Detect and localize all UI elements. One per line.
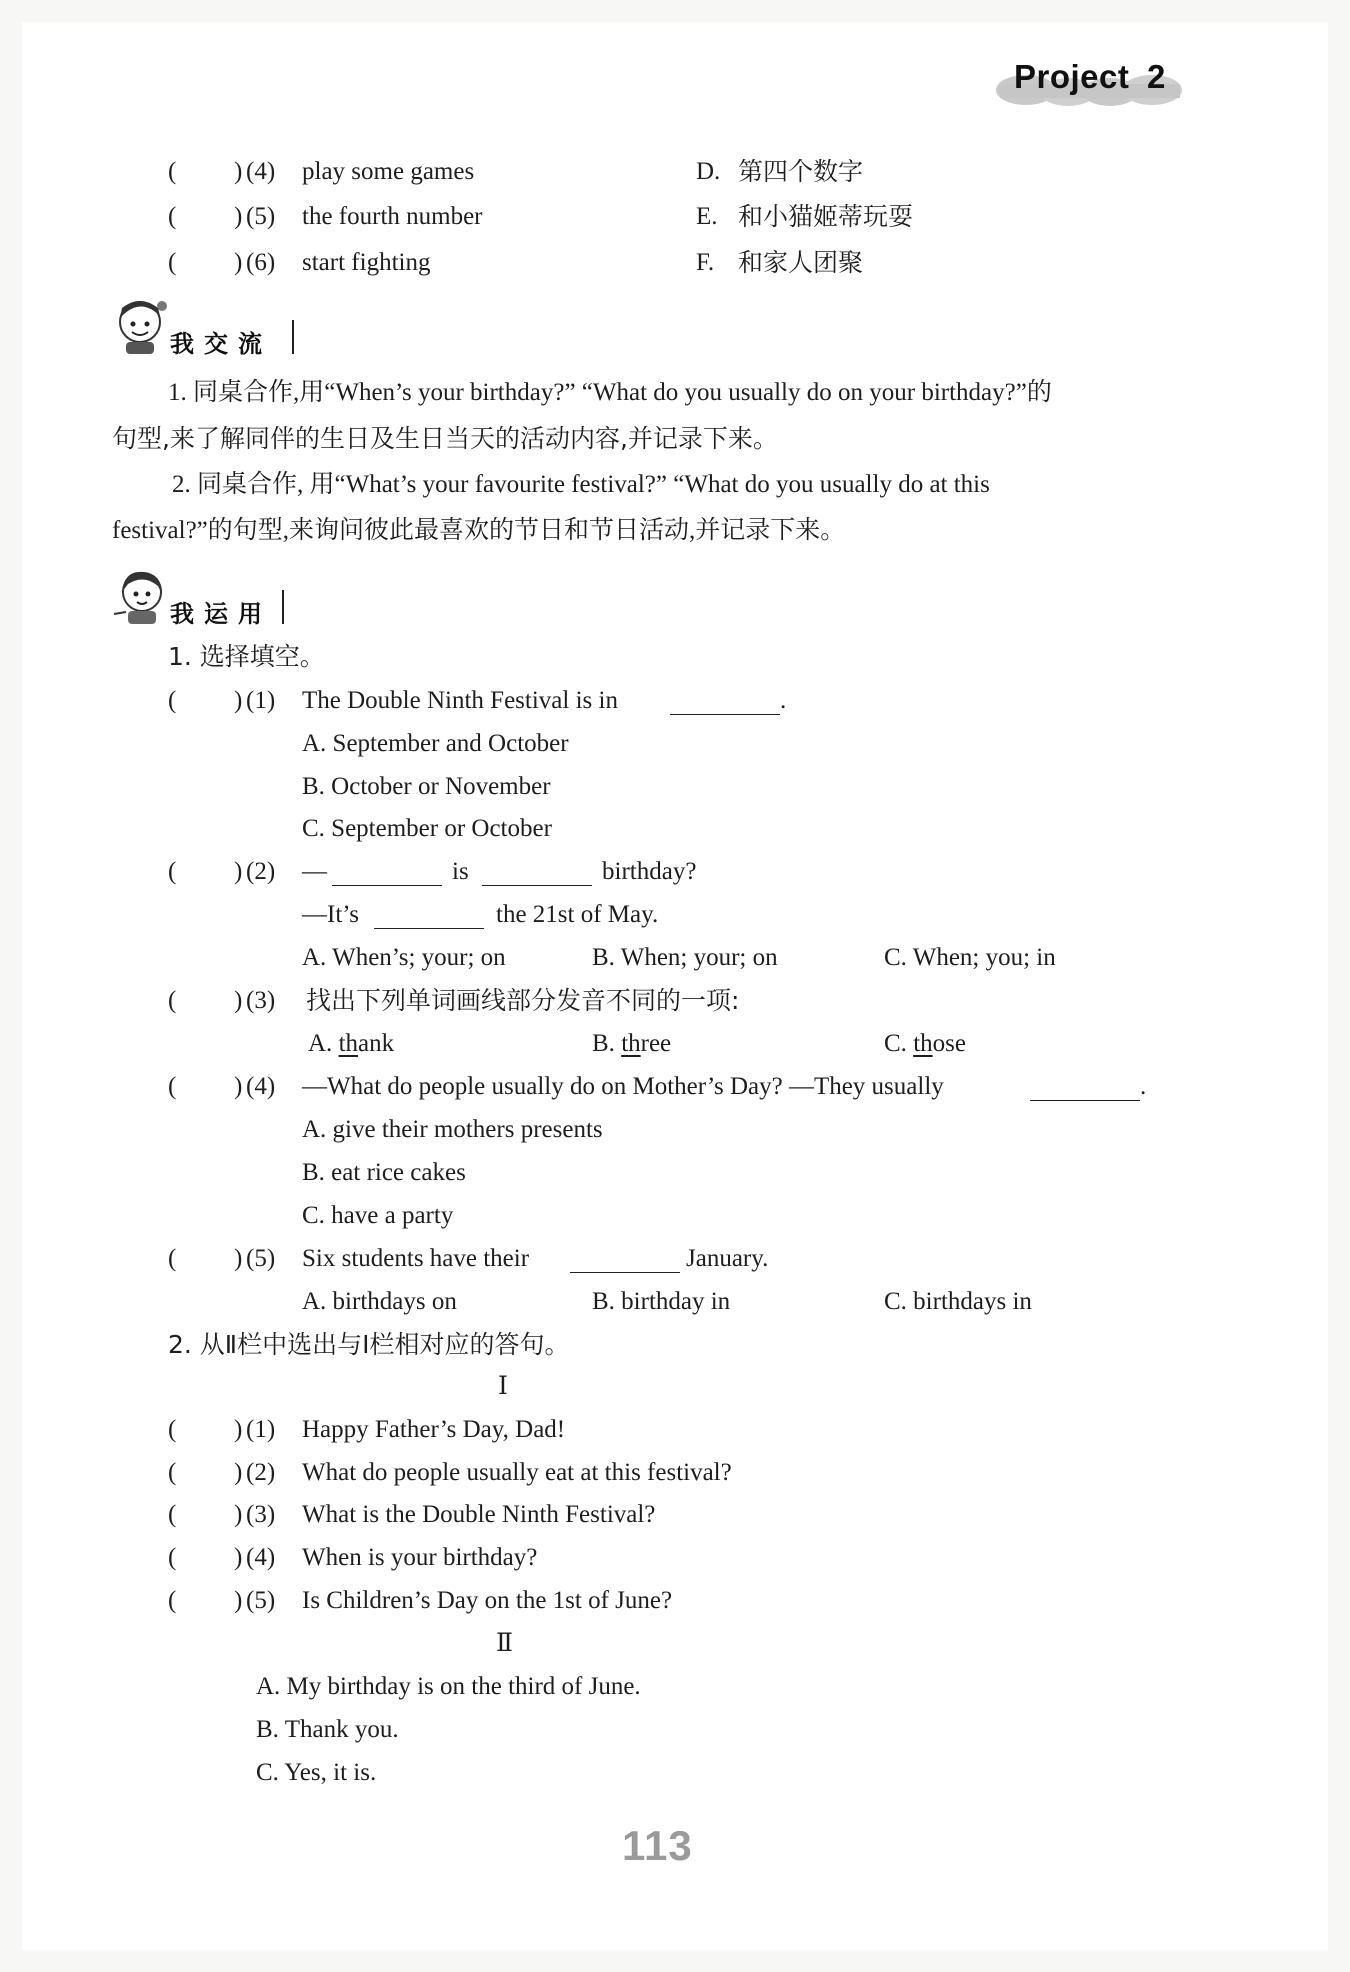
question-1-title: 1. 选择填空。 bbox=[168, 642, 325, 671]
question-end: . bbox=[780, 687, 787, 714]
question-tail: birthday? bbox=[602, 858, 697, 885]
answer-paren-open: ( bbox=[168, 1073, 177, 1100]
word-rest: ose bbox=[932, 1030, 966, 1057]
option-b bbox=[592, 1027, 671, 1061]
item-number: (1) bbox=[246, 1416, 276, 1443]
item-text: Happy Father’s Day, Dad! bbox=[302, 1416, 566, 1443]
item-text: What do people usually eat at this festival? bbox=[302, 1459, 732, 1486]
answer-paren-open: ( bbox=[168, 203, 177, 230]
answer-blank bbox=[670, 690, 780, 715]
answer-tail: the 21st of May. bbox=[496, 901, 659, 928]
section-divider bbox=[292, 320, 294, 354]
answer-paren-close: ) bbox=[234, 1501, 243, 1528]
section-divider bbox=[282, 590, 284, 624]
option-chinese: 和家人团聚 bbox=[738, 248, 864, 277]
answer-blank bbox=[570, 1248, 680, 1273]
option-letter: E. bbox=[696, 203, 718, 230]
answer-lead: —It’s bbox=[302, 901, 359, 928]
answer-paren-close: ) bbox=[234, 1073, 243, 1100]
answer-paren-open: ( bbox=[168, 1416, 177, 1443]
item-english: start fighting bbox=[302, 249, 431, 276]
option-letter: D. bbox=[696, 158, 721, 185]
option-b: B. eat rice cakes bbox=[302, 1159, 466, 1186]
answer-paren-close: ) bbox=[234, 687, 243, 714]
answer-paren-close: ) bbox=[234, 858, 243, 885]
answer-paren-open: ( bbox=[168, 1587, 177, 1614]
option-letter: B. bbox=[592, 1030, 615, 1057]
question-text: 找出下列单词画线部分发音不同的一项: bbox=[306, 986, 740, 1015]
option-a: A. September and October bbox=[302, 730, 569, 757]
item-text: What is the Double Ninth Festival? bbox=[302, 1501, 656, 1528]
answer-paren-close: ) bbox=[234, 1416, 243, 1443]
word-is: is bbox=[452, 858, 469, 885]
answer-paren-close: ) bbox=[234, 1459, 243, 1486]
item-number: (4) bbox=[246, 1544, 276, 1571]
item-number: (5) bbox=[246, 1587, 276, 1614]
question-end: . bbox=[1140, 1073, 1147, 1100]
answer-paren-open: ( bbox=[168, 687, 177, 714]
item-number: (5) bbox=[246, 203, 276, 230]
answer-paren-close: ) bbox=[234, 158, 243, 185]
answer-paren-open: ( bbox=[168, 858, 177, 885]
answer-paren-close: ) bbox=[234, 1245, 243, 1272]
project-label: Project bbox=[1014, 58, 1130, 95]
answer-blank bbox=[482, 861, 592, 886]
answer-paren-open: ( bbox=[168, 1245, 177, 1272]
list-item: A. My birthday is on the third of June. bbox=[256, 1673, 641, 1700]
option-b: B. When; your; on bbox=[592, 944, 778, 971]
option-c: C. When; you; in bbox=[884, 944, 1056, 971]
exchange-item-1-line-2: 句型,来了解同伴的生日及生日当天的活动内容,并记录下来。 bbox=[112, 424, 778, 453]
option-a: A. birthdays on bbox=[302, 1288, 457, 1315]
option-chinese: 和小猫姬蒂玩耍 bbox=[738, 202, 914, 231]
option-c bbox=[884, 1027, 966, 1061]
item-number: (4) bbox=[246, 158, 276, 185]
exchange-item-1-line-1: 1. 同桌合作,用“When’s your birthday?” “What do you usually do on your birthday?”的 bbox=[168, 379, 1052, 406]
item-text: Is Children’s Day on the 1st of June? bbox=[302, 1587, 673, 1614]
option-letter: A. bbox=[308, 1030, 333, 1057]
answer-paren-close: ) bbox=[234, 1544, 243, 1571]
item-number: (3) bbox=[246, 987, 276, 1014]
question-2-title: 2. 从Ⅱ栏中选出与Ⅰ栏相对应的答句。 bbox=[168, 1330, 570, 1359]
item-number: (3) bbox=[246, 1501, 276, 1528]
answer-paren-open: ( bbox=[168, 1544, 177, 1571]
underlined-part: th bbox=[338, 1030, 359, 1057]
option-c: C. September or October bbox=[302, 815, 552, 842]
list-item: C. Yes, it is. bbox=[256, 1759, 377, 1786]
column-1-heading: Ⅰ bbox=[498, 1373, 508, 1400]
item-number: (2) bbox=[246, 858, 276, 885]
cartoon-boy-icon bbox=[110, 296, 172, 356]
underlined-part: th bbox=[621, 1030, 641, 1057]
answer-blank bbox=[374, 904, 484, 929]
list-item: B. Thank you. bbox=[256, 1716, 399, 1743]
section-title: 我交流 bbox=[170, 330, 272, 358]
word-rest: ank bbox=[358, 1030, 395, 1057]
item-english: play some games bbox=[302, 158, 475, 185]
item-text: When is your birthday? bbox=[302, 1544, 538, 1571]
option-b: B. birthday in bbox=[592, 1288, 731, 1315]
section-title: 我运用 bbox=[170, 600, 272, 628]
option-chinese: 第四个数字 bbox=[738, 157, 864, 186]
option-letter: F. bbox=[696, 249, 715, 276]
answer-paren-open: ( bbox=[168, 158, 177, 185]
question-text: —What do people usually do on Mother’s Day? —They usually bbox=[302, 1073, 944, 1100]
option-c: C. birthdays in bbox=[884, 1288, 1032, 1315]
answer-paren-open: ( bbox=[168, 987, 177, 1014]
exchange-item-2-line-2: festival?”的句型,来询问彼此最喜欢的节日和节日活动,并记录下来。 bbox=[112, 517, 846, 544]
question-text: The Double Ninth Festival is in bbox=[302, 687, 618, 714]
answer-blank bbox=[1030, 1076, 1140, 1101]
item-english: the fourth number bbox=[302, 203, 483, 230]
dash: — bbox=[302, 858, 327, 885]
answer-paren-open: ( bbox=[168, 1501, 177, 1528]
item-number: (4) bbox=[246, 1073, 276, 1100]
option-a: A. When’s; your; on bbox=[302, 944, 506, 971]
page-number: 113 bbox=[622, 1822, 693, 1869]
answer-paren-close: ) bbox=[234, 249, 243, 276]
option-letter: C. bbox=[884, 1030, 907, 1057]
question-text: Six students have their bbox=[302, 1245, 530, 1272]
answer-paren-open: ( bbox=[168, 1459, 177, 1486]
answer-blank bbox=[332, 861, 442, 886]
option-a: A. give their mothers presents bbox=[302, 1116, 603, 1143]
item-number: (1) bbox=[246, 687, 276, 714]
answer-paren-close: ) bbox=[234, 987, 243, 1014]
exchange-item-2-line-1: 2. 同桌合作, 用“What’s your favourite festival?” “What do you usually do at this bbox=[172, 471, 990, 498]
question-tail: January. bbox=[686, 1245, 769, 1272]
option-a bbox=[308, 1027, 394, 1061]
option-b: B. October or November bbox=[302, 773, 551, 800]
cartoon-girl-icon bbox=[110, 566, 172, 626]
project-number: 2 bbox=[1147, 58, 1166, 95]
item-number: (6) bbox=[246, 249, 276, 276]
column-2-heading: Ⅱ bbox=[496, 1630, 513, 1657]
section-header-exchange bbox=[110, 296, 310, 358]
section-header-use bbox=[110, 566, 310, 628]
answer-paren-open: ( bbox=[168, 249, 177, 276]
word-rest: ree bbox=[640, 1030, 672, 1057]
underlined-part: th bbox=[913, 1030, 933, 1057]
answer-paren-close: ) bbox=[234, 1587, 243, 1614]
option-c: C. have a party bbox=[302, 1202, 454, 1229]
answer-paren-close: ) bbox=[234, 203, 243, 230]
item-number: (5) bbox=[246, 1245, 276, 1272]
item-number: (2) bbox=[246, 1459, 276, 1486]
